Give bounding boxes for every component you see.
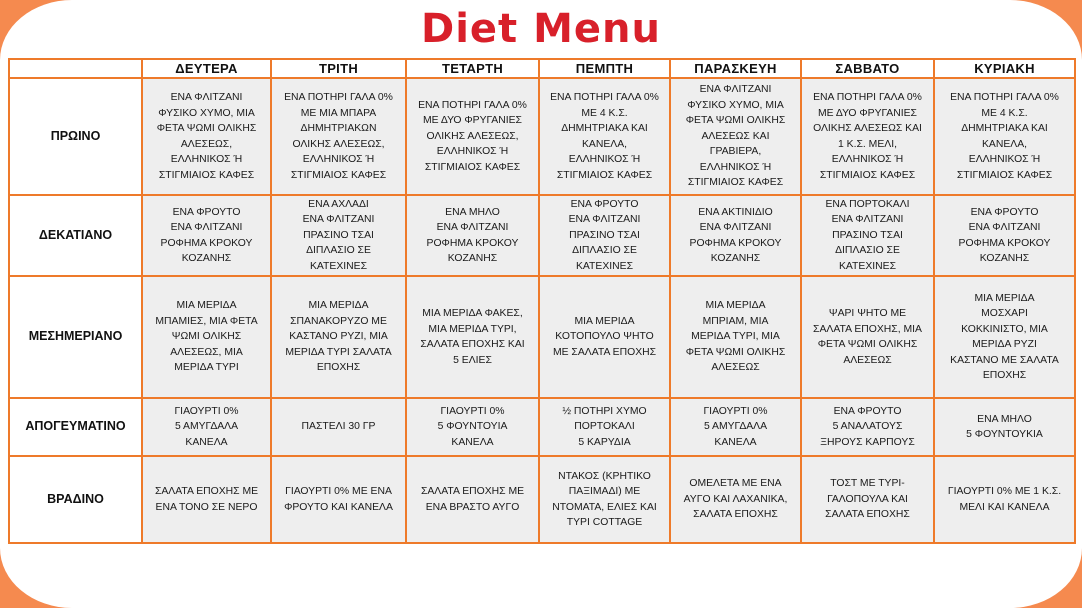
day-header-sunday: ΚΥΡΙΑΚΗ — [934, 59, 1075, 78]
menu-cell — [406, 456, 539, 543]
menu-cell-text: ΜΙΑ ΜΕΡΙΔΑ ΜΟΣΧΑΡΙ ΚΟΚΚΙΝΙΣΤΟ, ΜΙΑ ΜΕΡΙΔΑ ΡΥΖΙ ΚΑΣΤΑΝΟ ΜΕ ΣΑΛΑΤΑ ΕΠΟΧΗΣ — [950, 292, 1059, 381]
menu-cell-text: ΕΝΑ ΑΚΤΙΝΙΔΙΟ ΕΝΑ ΦΛΙΤΖΑΝΙ ΡΟΦΗΜΑ ΚΡΟΚΟΥ ΚΟΖΑΝΗΣ — [689, 206, 782, 264]
menu-cell-text: ΕΝΑ ΠΟΤΗΡΙ ΓΑΛΑ 0% ΜΕ 4 Κ.Σ. ΔΗΜΗΤΡΙΑΚΑ ΚΑΙ ΚΑΝΕΛΑ, ΕΛΛΗΝΙΚΟΣ Ή ΣΤΙΓΜΙΑΙΟΣ ΚΑΦΕΣ — [550, 92, 659, 181]
menu-cell-text: ΜΙΑ ΜΕΡΙΔΑ ΜΠΑΜΙΕΣ, ΜΙΑ ΦΕΤΑ ΨΩΜΙ ΟΛΙΚΗΣ ΑΛΕΣΕΩΣ, ΜΙΑ ΜΕΡΙΔΑ ΤΥΡΙ — [155, 300, 258, 374]
page-title: Diet Menu — [421, 6, 661, 52]
corner-cell — [9, 59, 142, 78]
menu-cell — [670, 78, 801, 195]
header-row — [9, 59, 1075, 78]
menu-cell — [142, 78, 271, 195]
menu-cell-text: ΕΝΑ ΜΗΛΟ 5 ΦΟΥΝΤΟΥΚΙΑ — [966, 413, 1043, 440]
menu-cell — [142, 276, 271, 398]
day-header-friday: ΠΑΡΑΣΚΕΥΗ — [670, 59, 801, 78]
menu-cell-text: ½ ΠΟΤΗΡΙ ΧΥΜΟ ΠΟΡΤΟΚΑΛΙ 5 ΚΑΡΥΔΙΑ — [562, 405, 647, 448]
menu-cell-text: ΕΝΑ ΠΟΤΗΡΙ ΓΑΛΑ 0% ΜΕ ΔΥΟ ΦΡΥΓΑΝΙΕΣ ΟΛΙΚΗΣ ΑΛΕΣΕΩΣ, ΕΛΛΗΝΙΚΟΣ Ή ΣΤΙΓΜΙΑΙΟΣ ΚΑΦΕΣ — [418, 99, 527, 173]
menu-cell — [670, 456, 801, 543]
menu-cell — [142, 456, 271, 543]
day-header-saturday: ΣΑΒΒΑΤΟ — [801, 59, 934, 78]
meal-label-snack-afternoon: ΑΠΟΓΕΥΜΑΤΙΝΟ — [9, 398, 142, 456]
menu-cell-text: ΓΙΑΟΥΡΤΙ 0% ΜΕ 1 Κ.Σ. ΜΕΛΙ ΚΑΙ ΚΑΝΕΛΑ — [947, 486, 1062, 513]
day-header-tuesday: ΤΡΙΤΗ — [271, 59, 406, 78]
menu-cell-text: ΣΑΛΑΤΑ ΕΠΟΧΗΣ ΜΕ ΕΝΑ ΒΡΑΣΤΟ ΑΥΓΟ — [420, 486, 525, 513]
menu-cell-text: ΕΝΑ ΜΗΛΟ ΕΝΑ ΦΛΙΤΖΑΝΙ ΡΟΦΗΜΑ ΚΡΟΚΟΥ ΚΟΖΑΝΗΣ — [426, 206, 519, 264]
menu-cell-text: ΜΙΑ ΜΕΡΙΔΑ ΜΠΡΙΑΜ, ΜΙΑ ΜΕΡΙΔΑ ΤΥΡΙ, ΜΙΑ ΦΕΤΑ ΨΩΜΙ ΟΛΙΚΗΣ ΑΛΕΣΕΩΣ — [685, 300, 786, 374]
day-header-thursday: ΠΕΜΠΤΗ — [539, 59, 670, 78]
menu-cell — [801, 456, 934, 543]
menu-cell — [934, 78, 1075, 195]
meal-row-snack-afternoon — [9, 398, 1075, 456]
menu-cell — [539, 456, 670, 543]
menu-cell-text: ΕΝΑ ΑΧΛΑΔΙ ΕΝΑ ΦΛΙΤΖΑΝΙ ΠΡΑΣΙΝΟ ΤΣΑΙ ΔΙΠΛΑΣΙΟ ΣΕ ΚΑΤΕΧΙΝΕΣ — [302, 198, 375, 272]
menu-cell — [539, 195, 670, 276]
menu-cell — [670, 398, 801, 456]
menu-cell — [670, 276, 801, 398]
menu-cell-text: ΕΝΑ ΦΡΟΥΤΟ 5 ΑΝΑΛΑΤΟΥΣ ΞΗΡΟΥΣ ΚΑΡΠΟΥΣ — [820, 405, 915, 448]
menu-cell — [271, 456, 406, 543]
menu-cell-text: ΕΝΑ ΠΟΤΗΡΙ ΓΑΛΑ 0% ΜΕ ΔΥΟ ΦΡΥΓΑΝΙΕΣ ΟΛΙΚΗΣ ΑΛΕΣΕΩΣ ΚΑΙ 1 Κ.Σ. ΜΕΛΙ, ΕΛΛΗΝΙΚΟΣ Ή ΣΤΙΓΜΙΑΙΟΣ ΚΑΦΕΣ — [813, 92, 922, 181]
day-header-wednesday: ΤΕΤΑΡΤΗ — [406, 59, 539, 78]
menu-cell-text: ΨΑΡΙ ΨΗΤΟ ΜΕ ΣΑΛΑΤΑ ΕΠΟΧΗΣ, ΜΙΑ ΦΕΤΑ ΨΩΜΙ ΟΛΙΚΗΣ ΑΛΕΣΕΩΣ — [813, 308, 922, 366]
meal-row-lunch — [9, 276, 1075, 398]
menu-cell-text: ΓΙΑΟΥΡΤΙ 0% ΜΕ ΕΝΑ ΦΡΟΥΤΟ ΚΑΙ ΚΑΝΕΛΑ — [284, 486, 393, 513]
menu-cell — [539, 276, 670, 398]
menu-cell — [934, 195, 1075, 276]
menu-cell-text: ΕΝΑ ΦΛΙΤΖΑΝΙ ΦΥΣΙΚΟ ΧΥΜΟ, ΜΙΑ ΦΕΤΑ ΨΩΜΙ ΟΛΙΚΗΣ ΑΛΕΣΕΩΣ, ΕΛΛΗΝΙΚΟΣ Ή ΣΤΙΓΜΙΑΙΟΣ ΚΑΦΕΣ — [156, 92, 257, 181]
meal-row-dinner — [9, 456, 1075, 543]
menu-cell — [406, 195, 539, 276]
meal-label-snack-morning: ΔΕΚΑΤΙΑΝΟ — [9, 195, 142, 276]
meal-label-lunch: ΜΕΣΗΜΕΡΙΑΝΟ — [9, 276, 142, 398]
menu-cell — [271, 276, 406, 398]
menu-cell-text: ΟΜΕΛΕΤΑ ΜΕ ΕΝΑ ΑΥΓΟ ΚΑΙ ΛΑΧΑΝΙΚΑ, ΣΑΛΑΤΑ ΕΠΟΧΗΣ — [683, 478, 788, 521]
menu-cell — [271, 195, 406, 276]
menu-cell-text: ΜΙΑ ΜΕΡΙΔΑ ΚΟΤΟΠΟΥΛΟ ΨΗΤΟ ΜΕ ΣΑΛΑΤΑ ΕΠΟΧΗΣ — [552, 315, 657, 358]
menu-cell — [142, 398, 271, 456]
menu-cell — [934, 276, 1075, 398]
meal-row-snack-morning — [9, 195, 1075, 276]
menu-cell — [271, 78, 406, 195]
menu-cell-text: ΕΝΑ ΦΡΟΥΤΟ ΕΝΑ ΦΛΙΤΖΑΝΙ ΡΟΦΗΜΑ ΚΡΟΚΟΥ ΚΟΖΑΝΗΣ — [160, 206, 253, 264]
menu-cell — [801, 78, 934, 195]
menu-cell — [406, 276, 539, 398]
menu-cell — [934, 456, 1075, 543]
menu-cell — [271, 398, 406, 456]
menu-cell — [934, 398, 1075, 456]
menu-cell-text: ΕΝΑ ΠΟΤΗΡΙ ΓΑΛΑ 0% ΜΕ ΜΙΑ ΜΠΑΡΑ ΔΗΜΗΤΡΙΑΚΩΝ ΟΛΙΚΗΣ ΑΛΕΣΕΩΣ, ΕΛΛΗΝΙΚΟΣ Ή ΣΤΙΓΜΙΑΙΟΣ ΚΑΦΕΣ — [284, 92, 393, 181]
meal-row-breakfast — [9, 78, 1075, 195]
menu-cell-text: ΝΤΑΚΟΣ (ΚΡΗΤΙΚΟ ΠΑΞΙΜΑΔΙ) ΜΕ ΝΤΟΜΑΤΑ, ΕΛΙΕΣ ΚΑΙ ΤΥΡΙ COTTAGE — [552, 470, 657, 528]
menu-cell-text: ΓΙΑΟΥΡΤΙ 0% 5 ΦΟΥΝΤΟΥΙΑ ΚΑΝΕΛΑ — [437, 405, 508, 448]
menu-cell — [406, 398, 539, 456]
menu-cell-text: ΕΝΑ ΦΡΟΥΤΟ ΕΝΑ ΦΛΙΤΖΑΝΙ ΠΡΑΣΙΝΟ ΤΣΑΙ ΔΙΠΛΑΣΙΟ ΣΕ ΚΑΤΕΧΙΝΕΣ — [568, 198, 641, 272]
menu-cell-text: ΣΑΛΑΤΑ ΕΠΟΧΗΣ ΜΕ ΕΝΑ ΤΟΝΟ ΣΕ ΝΕΡΟ — [154, 486, 259, 513]
diet-menu-table — [8, 58, 1076, 544]
menu-cell-text: ΠΑΣΤΕΛΙ 30 ΓΡ — [301, 421, 376, 433]
menu-cell-text: ΕΝΑ ΦΛΙΤΖΑΝΙ ΦΥΣΙΚΟ ΧΥΜΟ, ΜΙΑ ΦΕΤΑ ΨΩΜΙ ΟΛΙΚΗΣ ΑΛΕΣΕΩΣ ΚΑΙ ΓΡΑΒΙΕΡΑ, ΕΛΛΗΝΙΚΟΣ Ή ΣΤΙΓΜΙΑΙΟΣ ΚΑΦΕΣ — [685, 84, 786, 189]
menu-cell-text: ΕΝΑ ΠΟΡΤΟΚΑΛΙ ΕΝΑ ΦΛΙΤΖΑΝΙ ΠΡΑΣΙΝΟ ΤΣΑΙ ΔΙΠΛΑΣΙΟ ΣΕ ΚΑΤΕΧΙΝΕΣ — [825, 198, 910, 272]
menu-cell-text: ΓΙΑΟΥΡΤΙ 0% 5 ΑΜΥΓΔΑΛΑ ΚΑΝΕΛΑ — [703, 405, 768, 448]
menu-cell — [539, 398, 670, 456]
day-header-monday: ΔΕΥΤΕΡΑ — [142, 59, 271, 78]
menu-cell-text: ΜΙΑ ΜΕΡΙΔΑ ΣΠΑΝΑΚΟΡΥΖΟ ΜΕ ΚΑΣΤΑΝΟ ΡΥΖΙ, ΜΙΑ ΜΕΡΙΔΑ ΤΥΡΙ ΣΑΛΑΤΑ ΕΠΟΧΗΣ — [285, 300, 392, 374]
menu-cell — [801, 398, 934, 456]
menu-cell — [670, 195, 801, 276]
menu-cell-text: ΕΝΑ ΠΟΤΗΡΙ ΓΑΛΑ 0% ΜΕ 4 Κ.Σ. ΔΗΜΗΤΡΙΑΚΑ ΚΑΙ ΚΑΝΕΛΑ, ΕΛΛΗΝΙΚΟΣ Ή ΣΤΙΓΜΙΑΙΟΣ ΚΑΦΕΣ — [950, 92, 1059, 181]
menu-cell-text: ΤΟΣΤ ΜΕ ΤΥΡΙ- ΓΑΛΟΠΟΥΛΑ ΚΑΙ ΣΑΛΑΤΑ ΕΠΟΧΗΣ — [825, 478, 910, 521]
menu-cell — [801, 195, 934, 276]
menu-cell-text: ΕΝΑ ΦΡΟΥΤΟ ΕΝΑ ΦΛΙΤΖΑΝΙ ΡΟΦΗΜΑ ΚΡΟΚΟΥ ΚΟΖΑΝΗΣ — [958, 206, 1051, 264]
menu-cell — [539, 78, 670, 195]
menu-cell — [801, 276, 934, 398]
menu-cell — [406, 78, 539, 195]
menu-cell — [142, 195, 271, 276]
menu-cell-text: ΜΙΑ ΜΕΡΙΔΑ ΦΑΚΕΣ, ΜΙΑ ΜΕΡΙΔΑ ΤΥΡΙ, ΣΑΛΑΤΑ ΕΠΟΧΗΣ ΚΑΙ 5 ΕΛΙΕΣ — [420, 308, 525, 366]
meal-label-breakfast: ΠΡΩΙΝΟ — [9, 78, 142, 195]
meal-label-dinner: ΒΡΑΔΙΝΟ — [9, 456, 142, 543]
menu-cell-text: ΓΙΑΟΥΡΤΙ 0% 5 ΑΜΥΓΔΑΛΑ ΚΑΝΕΛΑ — [174, 405, 239, 448]
